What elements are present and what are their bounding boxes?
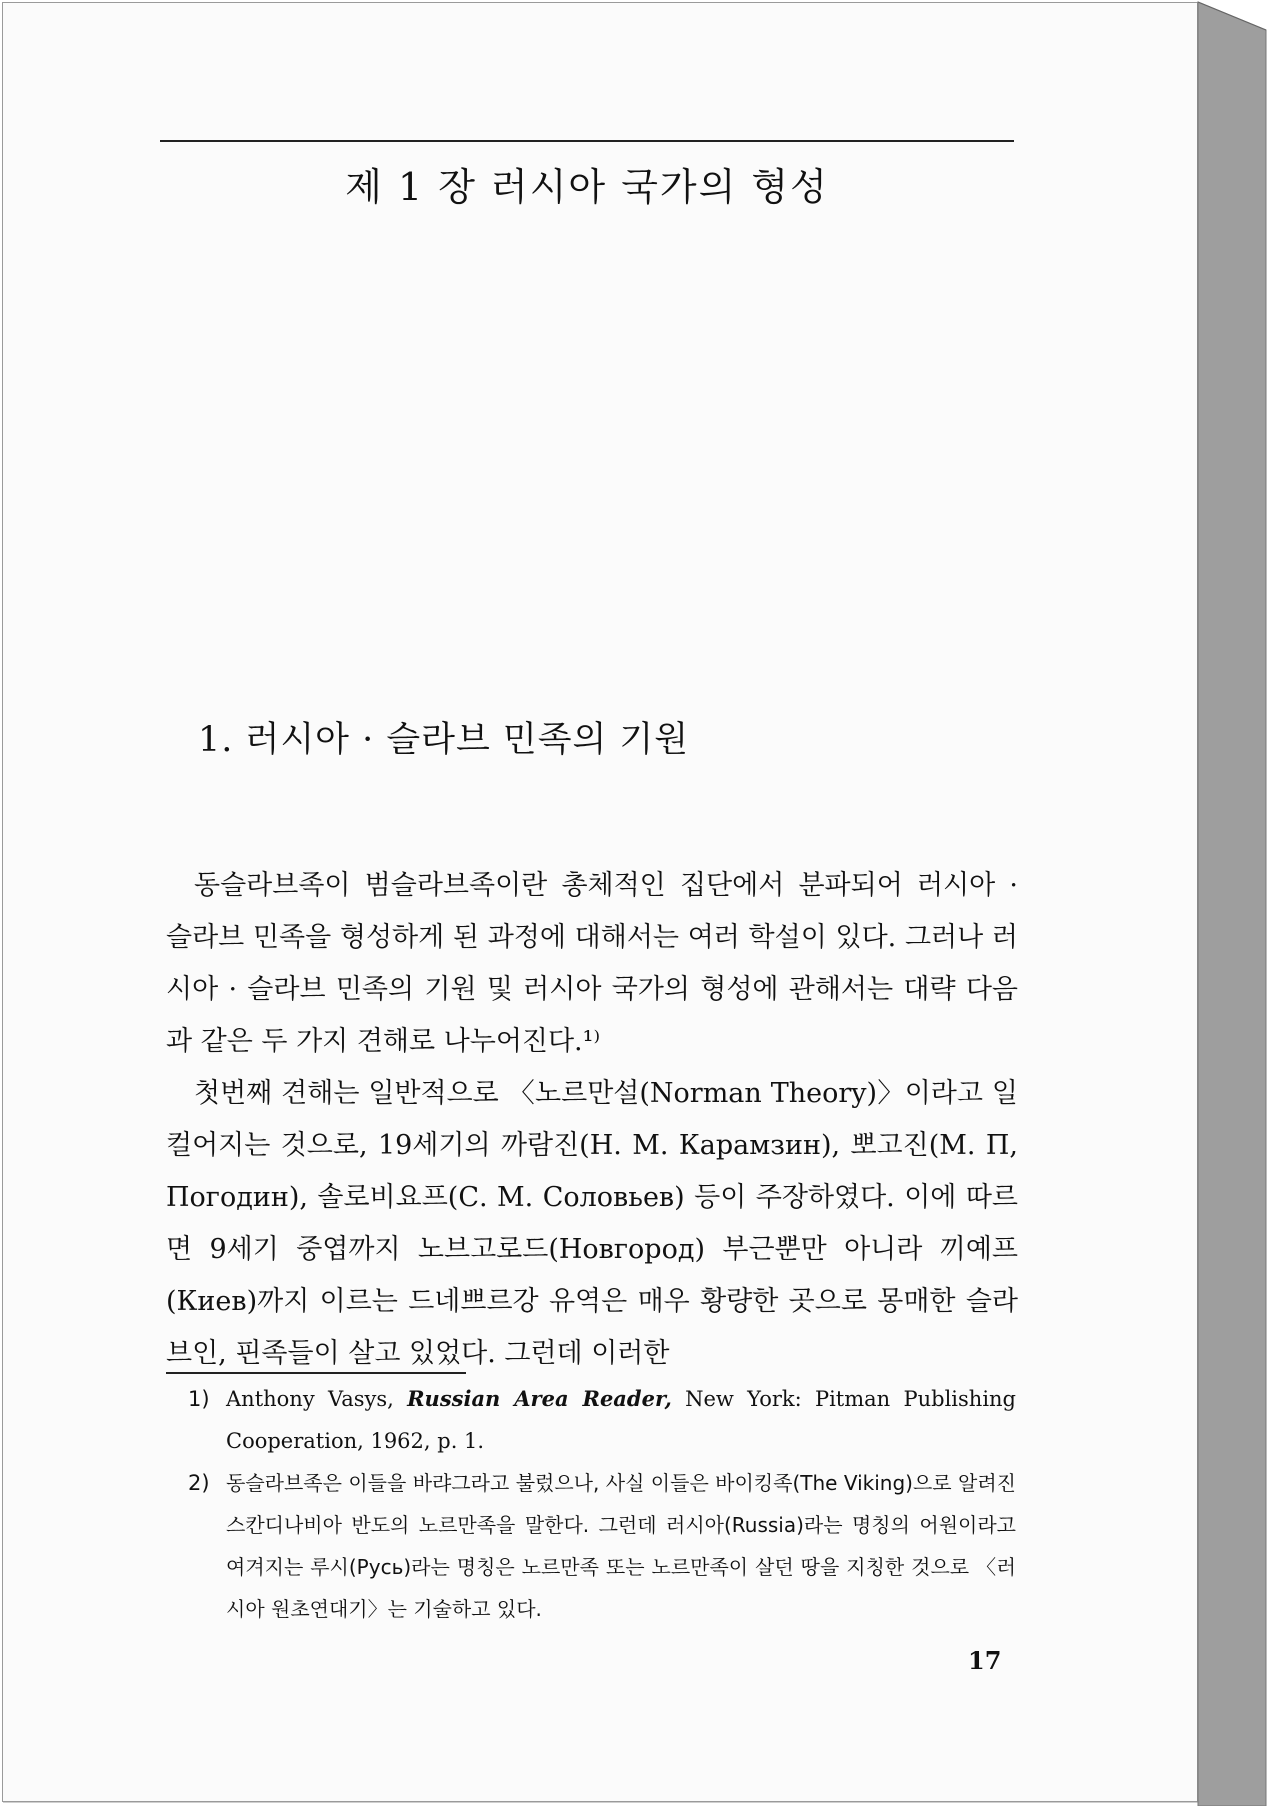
footnote-text: [226, 1378, 1016, 1462]
footnotes: [188, 1378, 1016, 1630]
page-content: [160, 0, 1020, 1800]
paragraph-1: 동슬라브족이 범슬라브족이란 총체적인 집단에서 분파되어 러시아 · 슬라브 민족을 형성하게 된 과정에 대해서는 여러 학설이 있다. 그러나 러시아 · 슬라브 민족의 기원 및 러시아 국가의 형성에 관해서는 대략 다음과 같은 두 가지 견해로 나누어진다.¹⁾: [166, 870, 1018, 1057]
footnote-number: 2): [188, 1471, 210, 1495]
footnote-1: [188, 1378, 1016, 1462]
footnote-rule: [166, 1372, 466, 1374]
page-number: 17: [968, 1646, 1002, 1675]
footnote-publisher: New York: Pitman Publishing Cooperation, 1962, p. 1.: [226, 1387, 1017, 1453]
chapter-title: 제 1 장 러시아 국가의 형성: [345, 165, 829, 209]
footnote-book-title: Russian Area Reader,: [407, 1386, 672, 1411]
footnote-2: [188, 1462, 1016, 1630]
footnote-author: Anthony Vasys,: [226, 1387, 408, 1411]
body-text: [166, 860, 1018, 1380]
footnote-text: 동슬라브족은 이들을 바랴그라고 불렀으나, 사실 이들은 바이킹족(The Viking)으로 알려진 스칸디나비아 반도의 노르만족을 말한다. 그런데 러시아(Russia)라는 명칭의 어원이라고 여겨지는 루시(Русь)라는 명칭은 노르만족 또는 노르만족이 살던 땅을 지칭한 것으로 〈러시아 원초연대기〉는 기술하고 있다.: [226, 1471, 1016, 1621]
section-title: 1. 러시아 · 슬라브 민족의 기원: [198, 720, 690, 760]
paragraph-2: 첫번째 견해는 일반적으로 〈노르만설(Norman Theory)〉이라고 일컬어지는 것으로, 19세기의 까람진(Н. М. Карамзин), 뽀고진(М. П, Погодин), 솔로비요프(С. М. Соловьев) 등이 주장하였다. 이에 따르면 9세기 중엽까지 노브고로드(Новгород) 부근뿐만 아니라 끼예프(Киев)까지 이르는 드네쁘르강 유역은 매우 황량한 곳으로 몽매한 슬라브인, 핀족들이 살고 있었다. 그런데 이러한: [166, 1078, 1018, 1369]
footnote-number: 1): [188, 1387, 210, 1411]
chapter-top-rule: [160, 140, 1014, 142]
